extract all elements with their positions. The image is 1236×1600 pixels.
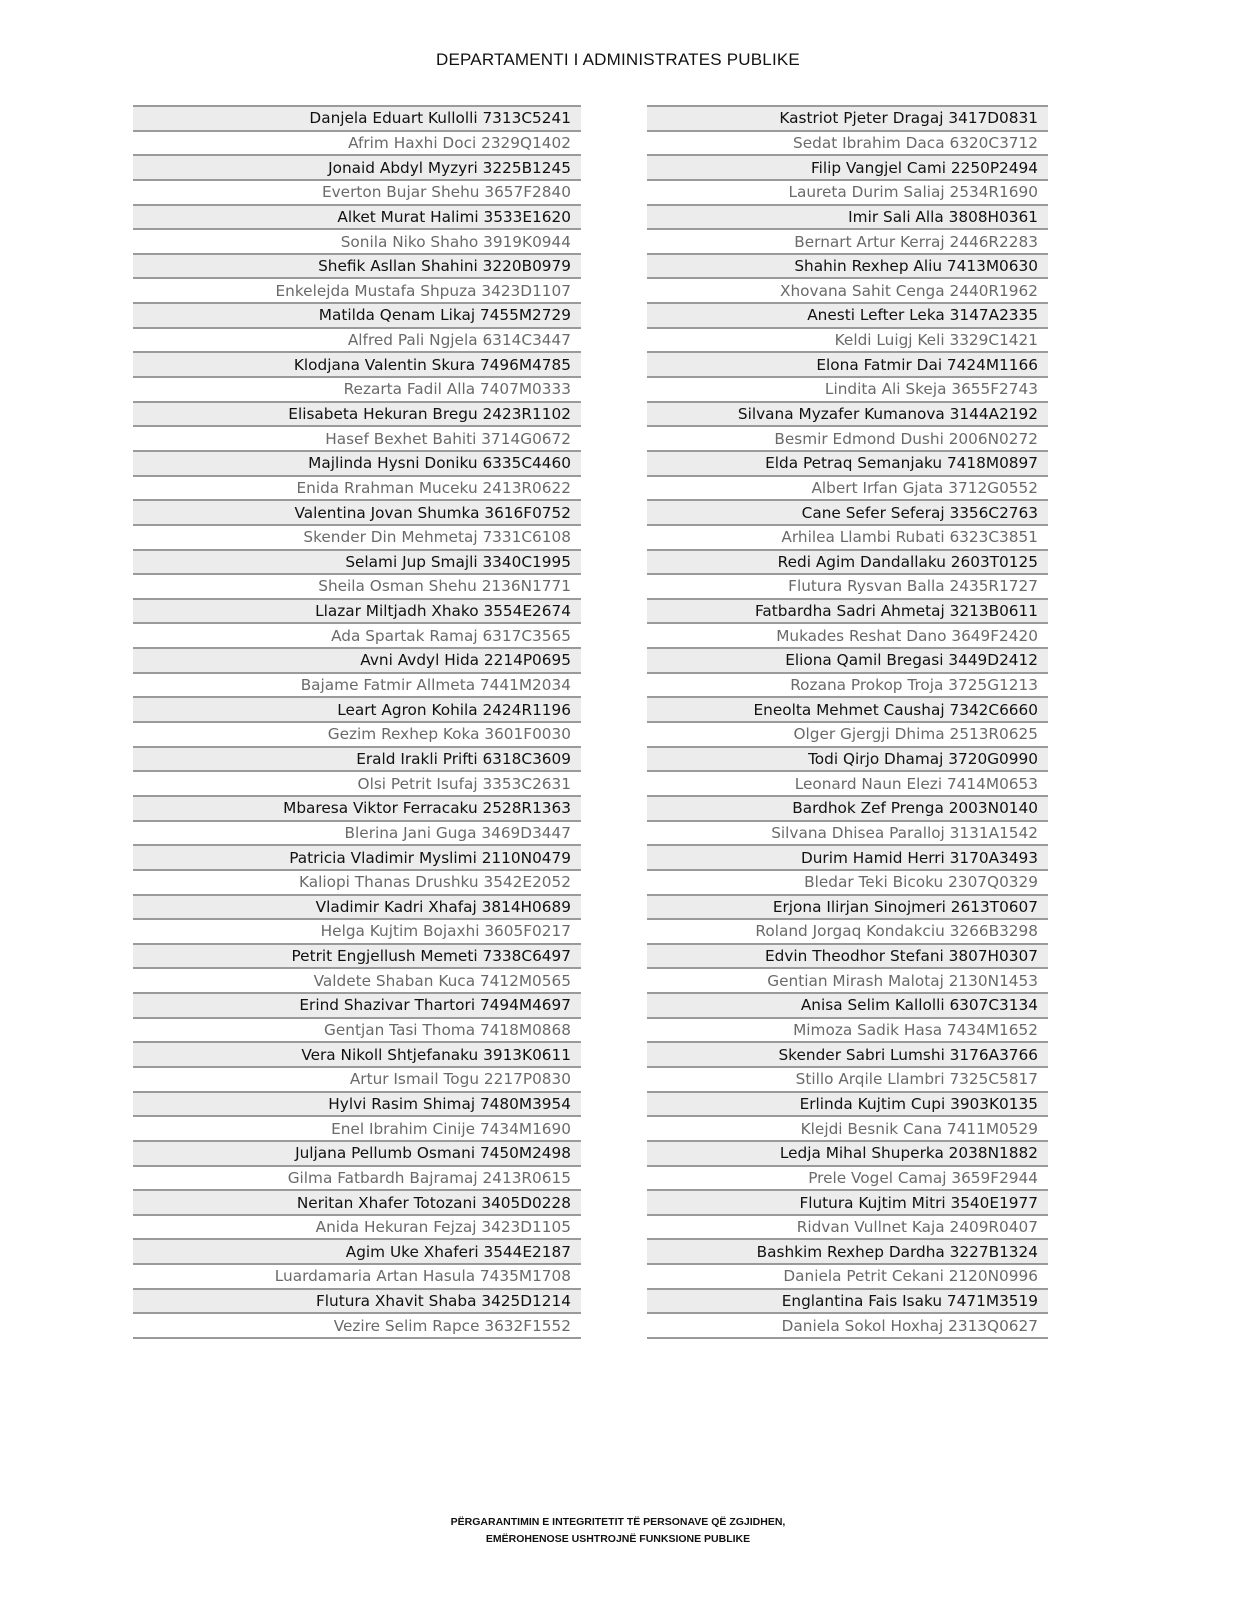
list-item: Skender Din Mehmetaj 7331C6108 bbox=[133, 524, 581, 549]
list-item: Mukades Reshat Dano 3649F2420 bbox=[647, 622, 1048, 647]
list-item: Eliona Qamil Bregasi 3449D2412 bbox=[647, 647, 1048, 672]
list-item: Valdete Shaban Kuca 7412M0565 bbox=[133, 967, 581, 992]
list-item: Englantina Fais Isaku 7471M3519 bbox=[647, 1288, 1048, 1313]
list-item: Klodjana Valentin Skura 7496M4785 bbox=[133, 351, 581, 376]
list-item: Enida Rrahman Muceku 2413R0622 bbox=[133, 475, 581, 500]
list-item: Olsi Petrit Isufaj 3353C2631 bbox=[133, 770, 581, 795]
list-item: Albert Irfan Gjata 3712G0552 bbox=[647, 475, 1048, 500]
list-item: Afrim Haxhi Doci 2329Q1402 bbox=[133, 130, 581, 155]
list-item: Shahin Rexhep Aliu 7413M0630 bbox=[647, 253, 1048, 278]
list-item: Flutura Rysvan Balla 2435R1727 bbox=[647, 573, 1048, 598]
list-item: Fatbardha Sadri Ahmetaj 3213B0611 bbox=[647, 598, 1048, 623]
list-end-divider bbox=[647, 1337, 1048, 1339]
list-item: Klejdi Besnik Cana 7411M0529 bbox=[647, 1115, 1048, 1140]
list-item: Redi Agim Dandallaku 2603T0125 bbox=[647, 549, 1048, 574]
list-item: Vezire Selim Rapce 3632F1552 bbox=[133, 1312, 581, 1337]
list-item: Lindita Ali Skeja 3655F2743 bbox=[647, 376, 1048, 401]
left-name-list bbox=[133, 105, 581, 1339]
list-item: Cane Sefer Seferaj 3356C2763 bbox=[647, 499, 1048, 524]
list-item: Ridvan Vullnet Kaja 2409R0407 bbox=[647, 1214, 1048, 1239]
list-item: Jonaid Abdyl Myzyri 3225B1245 bbox=[133, 154, 581, 179]
list-item: Erald Irakli Prifti 6318C3609 bbox=[133, 746, 581, 771]
list-item: Erjona Ilirjan Sinojmeri 2613T0607 bbox=[647, 894, 1048, 919]
list-item: Alket Murat Halimi 3533E1620 bbox=[133, 204, 581, 229]
list-item: Gentjan Tasi Thoma 7418M0868 bbox=[133, 1017, 581, 1042]
list-item: Anida Hekuran Fejzaj 3423D1105 bbox=[133, 1214, 581, 1239]
list-item: Elisabeta Hekuran Bregu 2423R1102 bbox=[133, 401, 581, 426]
page-footer bbox=[0, 1514, 1236, 1548]
list-item: Shefik Asllan Shahini 3220B0979 bbox=[133, 253, 581, 278]
list-item: Bernart Artur Kerraj 2446R2283 bbox=[647, 228, 1048, 253]
list-item: Gentian Mirash Malotaj 2130N1453 bbox=[647, 967, 1048, 992]
list-item: Agim Uke Xhaferi 3544E2187 bbox=[133, 1238, 581, 1263]
list-item: Mbaresa Viktor Ferracaku 2528R1363 bbox=[133, 795, 581, 820]
list-item: Eneolta Mehmet Caushaj 7342C6660 bbox=[647, 696, 1048, 721]
list-item: Filip Vangjel Cami 2250P2494 bbox=[647, 154, 1048, 179]
list-item: Ada Spartak Ramaj 6317C3565 bbox=[133, 622, 581, 647]
list-item: Neritan Xhafer Totozani 3405D0228 bbox=[133, 1189, 581, 1214]
list-item: Rozana Prokop Troja 3725G1213 bbox=[647, 672, 1048, 697]
page-title: DEPARTAMENTI I ADMINISTRATES PUBLIKE bbox=[436, 50, 800, 69]
list-item: Silvana Dhisea Paralloj 3131A1542 bbox=[647, 820, 1048, 845]
list-item: Bledar Teki Bicoku 2307Q0329 bbox=[647, 869, 1048, 894]
list-item: Elona Fatmir Dai 7424M1166 bbox=[647, 351, 1048, 376]
list-item: Anisa Selim Kallolli 6307C3134 bbox=[647, 992, 1048, 1017]
list-item: Elda Petraq Semanjaku 7418M0897 bbox=[647, 450, 1048, 475]
list-item: Prele Vogel Camaj 3659F2944 bbox=[647, 1165, 1048, 1190]
list-item: Olger Gjergji Dhima 2513R0625 bbox=[647, 721, 1048, 746]
list-item: Vladimir Kadri Xhafaj 3814H0689 bbox=[133, 894, 581, 919]
list-item: Luardamaria Artan Hasula 7435M1708 bbox=[133, 1263, 581, 1288]
list-item: Leonard Naun Elezi 7414M0653 bbox=[647, 770, 1048, 795]
list-item: Hasef Bexhet Bahiti 3714G0672 bbox=[133, 425, 581, 450]
right-name-list bbox=[647, 105, 1048, 1339]
list-item: Vera Nikoll Shtjefanaku 3913K0611 bbox=[133, 1041, 581, 1066]
list-item: Matilda Qenam Likaj 7455M2729 bbox=[133, 302, 581, 327]
list-item: Flutura Xhavit Shaba 3425D1214 bbox=[133, 1288, 581, 1313]
list-item: Everton Bujar Shehu 3657F2840 bbox=[133, 179, 581, 204]
list-item: Stillo Arqile Llambri 7325C5817 bbox=[647, 1066, 1048, 1091]
list-item: Daniela Sokol Hoxhaj 2313Q0627 bbox=[647, 1312, 1048, 1337]
list-item: Xhovana Sahit Cenga 2440R1962 bbox=[647, 277, 1048, 302]
list-item: Flutura Kujtim Mitri 3540E1977 bbox=[647, 1189, 1048, 1214]
list-item: Gezim Rexhep Koka 3601F0030 bbox=[133, 721, 581, 746]
list-item: Danjela Eduart Kullolli 7313C5241 bbox=[133, 105, 581, 130]
list-item: Roland Jorgaq Kondakciu 3266B3298 bbox=[647, 918, 1048, 943]
footer-line-1: PËRGARANTIMIN E INTEGRITETIT TË PERSONAVE QË ZGJIDHEN, bbox=[450, 1516, 786, 1528]
list-item: Rezarta Fadil Alla 7407M0333 bbox=[133, 376, 581, 401]
list-item: Kastriot Pjeter Dragaj 3417D0831 bbox=[647, 105, 1048, 130]
list-item: Helga Kujtim Bojaxhi 3605F0217 bbox=[133, 918, 581, 943]
list-item: Erind Shazivar Thartori 7494M4697 bbox=[133, 992, 581, 1017]
list-item: Bajame Fatmir Allmeta 7441M2034 bbox=[133, 672, 581, 697]
list-item: Daniela Petrit Cekani 2120N0996 bbox=[647, 1263, 1048, 1288]
list-item: Edvin Theodhor Stefani 3807H0307 bbox=[647, 943, 1048, 968]
list-item: Juljana Pellumb Osmani 7450M2498 bbox=[133, 1140, 581, 1165]
list-item: Mimoza Sadik Hasa 7434M1652 bbox=[647, 1017, 1048, 1042]
list-item: Selami Jup Smajli 3340C1995 bbox=[133, 549, 581, 574]
list-item: Bardhok Zef Prenga 2003N0140 bbox=[647, 795, 1048, 820]
footer-line-2: EMËROHENOSE USHTROJNË FUNKSIONE PUBLIKE bbox=[485, 1533, 751, 1545]
list-item: Laureta Durim Saliaj 2534R1690 bbox=[647, 179, 1048, 204]
list-item: Patricia Vladimir Myslimi 2110N0479 bbox=[133, 844, 581, 869]
list-item: Imir Sali Alla 3808H0361 bbox=[647, 204, 1048, 229]
list-item: Keldi Luigj Keli 3329C1421 bbox=[647, 327, 1048, 352]
list-item: Avni Avdyl Hida 2214P0695 bbox=[133, 647, 581, 672]
list-item: Alfred Pali Ngjela 6314C3447 bbox=[133, 327, 581, 352]
list-item: Enel Ibrahim Cinije 7434M1690 bbox=[133, 1115, 581, 1140]
list-item: Besmir Edmond Dushi 2006N0272 bbox=[647, 425, 1048, 450]
list-item: Skender Sabri Lumshi 3176A3766 bbox=[647, 1041, 1048, 1066]
list-item: Sheila Osman Shehu 2136N1771 bbox=[133, 573, 581, 598]
list-item: Silvana Myzafer Kumanova 3144A2192 bbox=[647, 401, 1048, 426]
list-item: Sonila Niko Shaho 3919K0944 bbox=[133, 228, 581, 253]
list-item: Majlinda Hysni Doniku 6335C4460 bbox=[133, 450, 581, 475]
list-item: Ledja Mihal Shuperka 2038N1882 bbox=[647, 1140, 1048, 1165]
list-item: Gilma Fatbardh Bajramaj 2413R0615 bbox=[133, 1165, 581, 1190]
list-item: Bashkim Rexhep Dardha 3227B1324 bbox=[647, 1238, 1048, 1263]
list-item: Arhilea Llambi Rubati 6323C3851 bbox=[647, 524, 1048, 549]
list-item: Erlinda Kujtim Cupi 3903K0135 bbox=[647, 1091, 1048, 1116]
list-item: Anesti Lefter Leka 3147A2335 bbox=[647, 302, 1048, 327]
list-item: Durim Hamid Herri 3170A3493 bbox=[647, 844, 1048, 869]
list-item: Hylvi Rasim Shimaj 7480M3954 bbox=[133, 1091, 581, 1116]
list-item: Blerina Jani Guga 3469D3447 bbox=[133, 820, 581, 845]
list-item: Kaliopi Thanas Drushku 3542E2052 bbox=[133, 869, 581, 894]
list-item: Artur Ismail Togu 2217P0830 bbox=[133, 1066, 581, 1091]
list-item: Valentina Jovan Shumka 3616F0752 bbox=[133, 499, 581, 524]
list-item: Todi Qirjo Dhamaj 3720G0990 bbox=[647, 746, 1048, 771]
list-end-divider bbox=[133, 1337, 581, 1339]
list-item: Enkelejda Mustafa Shpuza 3423D1107 bbox=[133, 277, 581, 302]
list-item: Petrit Engjellush Memeti 7338C6497 bbox=[133, 943, 581, 968]
list-item: Llazar Miltjadh Xhako 3554E2674 bbox=[133, 598, 581, 623]
list-item: Leart Agron Kohila 2424R1196 bbox=[133, 696, 581, 721]
list-item: Sedat Ibrahim Daca 6320C3712 bbox=[647, 130, 1048, 155]
